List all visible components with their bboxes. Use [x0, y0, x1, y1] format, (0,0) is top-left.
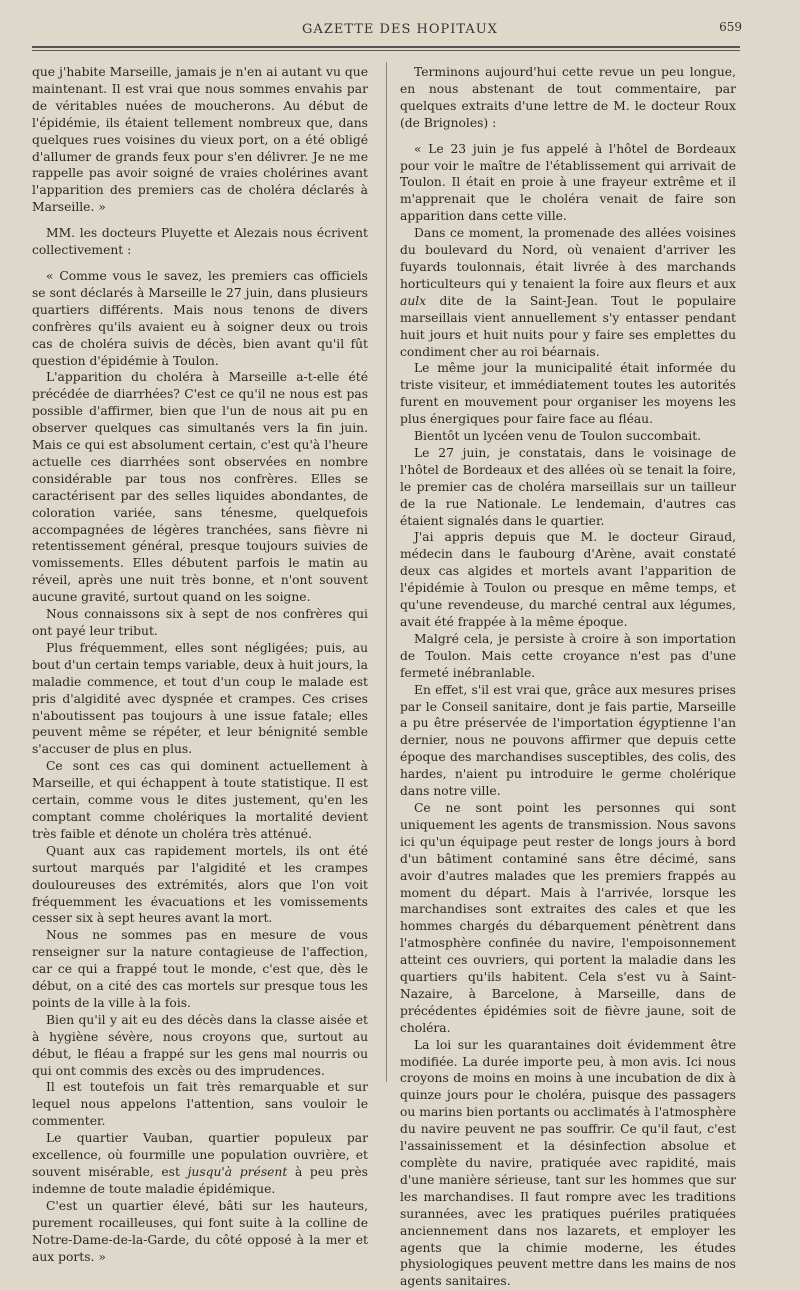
paragraph: Malgré cela, je persiste à croire à son importation de Toulon. Mais cette croyance n'est pas d'une fermeté inébranlable.	[400, 631, 736, 680]
paragraph-text: à peu près indemne de toute maladie épidémique.	[32, 1165, 368, 1196]
left-column	[32, 64, 368, 1265]
paragraph: Bien qu'il y ait eu des décès dans la classe aisée et à hygiène sévère, nous croyons que, surtout au début, le fléau a frappé sur les gens mal nourris ou qui ont commis des excès ou des imprudences.	[32, 1012, 368, 1078]
paragraph: MM. les docteurs Pluyette et Alezais nous écrivent collectivement :	[32, 226, 368, 258]
paragraph: Plus fréquemment, elles sont négligées; puis, au bout d'un certain temps variable, deux à huit jours, la maladie commence, et tout d'un coup le malade est pris d'algidité avec dyspnée et crampes. Ces crises n'aboutissent pas toujours à une issue fatale; elles peuvent même se répéter, et leur bénignité semble s'accuser de plus en plus.	[32, 640, 368, 757]
paragraph: « Le 23 juin je fus appelé à l'hôtel de Bordeaux pour voir le maître de l'établissement qui arrivait de Toulon. Il était en proie à une frayeur extrême et il m'apprenait que le choléra venait de faire son apparition dans cette ville.	[400, 141, 736, 224]
paragraph: Quant aux cas rapidement mortels, ils ont été surtout marqués par l'algidité et les crampes douloureuses des extrémités, alors que l'on voit fréquemment les évacuations et les vomissements cesser six à sept heures avant la mort.	[32, 843, 368, 926]
paragraph: Le 27 juin, je constatais, dans le voisinage de l'hôtel de Bordeaux et des allées où se tenait la foire, le premier cas de choléra marseillais sur un tailleur de la rue Nationale. Le lendemain, d'autres cas étaient signalés dans le quartier.	[400, 445, 736, 528]
paragraph-text: Dans ce moment, la promenade des allées voisines du boulevard du Nord, où venaient d'arriver les fuyards toulonnais, était livrée à des marchands horticulteurs qui y tenaient la foire aux fleurs et aux	[400, 226, 736, 291]
journal-title: GAZETTE DES HOPITAUX	[302, 22, 498, 37]
paragraph: En effet, s'il est vrai que, grâce aux mesures prises par le Conseil sanitaire, dont je fais partie, Marseille a pu être préservée de l'importation égyptienne l'an dernier, nous ne pouvons affirmer que depuis cette époque des marchandises susceptibles, des colis, des hardes, n'aient pu introduire le germe cholérique dans notre ville.	[400, 682, 736, 799]
paragraph	[400, 225, 736, 360]
paragraph: « Comme vous le savez, les premiers cas officiels se sont déclarés à Marseille le 27 juin, dans plusieurs quartiers différents. Mais nous tenons de divers confrères qu'ils avaient eu à soigner deux ou trois cas de choléra suivis de décès, bien avant qu'il fût question d'épidémie à Toulon.	[32, 268, 368, 368]
paragraph: C'est un quartier élevé, bâti sur les hauteurs, purement rocailleuses, qui font suite à la colline de Notre-Dame-de-la-Garde, du côté opposé à la mer et aux ports. »	[32, 1198, 368, 1264]
paragraph-text: dite de la Saint-Jean. Tout le populaire marseillais vient annuellement s'y entasser pendant huit jours et huit nuits pour y faire ses emplettes du condiment cher au roi béarnais.	[400, 293, 736, 359]
paragraph: Bientôt un lycéen venu de Toulon succombait.	[414, 429, 702, 444]
paragraph: que j'habite Marseille, jamais je n'en ai autant vu que maintenant. Il est vrai que nous sommes envahis par de véritables nuées de moucherons. Au début de l'épidémie, ils étaient tellement nombreux que, dans quelques rues voisines du vieux port, on a été obligé d'allumer de grands feux pour s'en délivrer. Je ne me rappelle pas avoir soigné de vraies cholérines avant l'apparition des premiers cas de choléra déclarés à Marseille. »	[32, 65, 368, 215]
paragraph: Nous ne sommes pas en mesure de vous renseigner sur la nature contagieuse de l'affection, car ce qui a frappé tout le monde, c'est que, dès le début, on a cité des cas mortels sur presque tous les points de la ville à la fois.	[32, 928, 368, 1010]
paragraph: L'apparition du choléra à Marseille a-t-elle été précédée de diarrhées? C'est ce qu'il ne nous est pas possible d'affirmer, bien que l'un de nous ait pu en observer quelques cas simultanés vers la fin juin. Mais ce qui est absolument certain, c'est qu'à l'heure actuelle ces diarrhées sont observées en nombre considérable par tous nos confrères. Elles se caractérisent par des selles liquides abondantes, de coloration variée, sans ténesme, quelquefois accompagnées de légères tranchées, sans fièvre ni retentissement général, presque toujours suivies de vomissements. Elles débutent parfois le matin au réveil, après une nuit très bonne, et n'ont souvent aucune gravité, surtout quand on les soigne.	[32, 370, 368, 605]
italic-text: jusqu'à présent	[187, 1165, 288, 1179]
paragraph: Nous connaissons six à sept de nos confrères qui ont payé leur tribut.	[32, 607, 368, 638]
paragraph: Ce sont ces cas qui dominent actuellement à Marseille, et qui échappent à toute statistique. Il est certain, comme vous le dites justement, qu'en les comptant comme cholériques la mortalité devient très faible et dénote un choléra très atténué.	[32, 759, 368, 841]
paragraph: J'ai appris depuis que M. le docteur Giraud, médecin dans le faubourg d'Arène, avait constaté deux cas algides et mortels avant l'apparition de l'épidémie à Toulon ou presque en même temps, et qu'une revendeuse, du marché central aux légumes, avait été frappée à la même époque.	[400, 530, 736, 629]
paragraph: Il est toutefois un fait très remarquable et sur lequel nous appelons l'attention, sans vouloir le commenter.	[32, 1080, 368, 1129]
paragraph	[32, 1130, 368, 1198]
paragraph: Terminons aujourd'hui cette revue un peu longue, en nous abstenant de tout commentaire, par quelques extraits d'une lettre de M. le docteur Roux (de Brignoles) :	[400, 65, 736, 130]
right-column	[400, 64, 736, 1290]
italic-text: aulx	[400, 293, 427, 308]
running-header	[0, 20, 800, 42]
paragraph: La loi sur les quarantaines doit évidemment être modifiée. La durée importe peu, à mon avis. Ici nous croyons de moins en moins à une incubation de dix à quinze jours pour le choléra, puisque des passagers ou marins bien portants ou acclimatés à l'atmosphère du navire peuvent ne pas souffrir. Ce qu'il faut, c'est l'assainissement et la désinfection absolue et complète du navire, pratiquée avec rapidité, mais d'une manière sérieuse, tant sur les hommes que sur les marchandises. Il faut rompre avec les traditions surannées, avec les pratiques puériles pratiquées anciennement dans nos lazarets, et employer les agents que la chimie moderne, les études physiologiques peuvent mettre dans les mains de nos agents sanitaires.	[400, 1037, 736, 1289]
column-divider	[386, 62, 387, 1082]
paragraph-text: Le quartier Vauban, quartier populeux par excellence, où fourmille une population ouvrière, et souvent misérable, est	[32, 1131, 368, 1179]
page-number: 659	[719, 20, 742, 34]
paragraph: Ce ne sont point les personnes qui sont uniquement les agents de transmission. Nous savons ici qu'un équipage peut rester de longs jours à bord d'un bâtiment contaminé sans être décimé, sans avoir d'autres malades que les premiers frappés au moment du départ. Mais à l'arrivée, lorsque les marchandises sont extraites des cales et que les hommes chargés du débarquement pénètrent dans l'atmosphère confinée du navire, l'empoisonnement atteint ces ouvriers, qui portent la maladie dans les quartiers qu'ils habitent. Cela s'est vu à Saint-Nazaire, à Barcelone, à Marseille, dans de précédentes épidémies soit de fièvre jaune, soit de choléra.	[400, 800, 736, 1035]
header-rule	[32, 46, 740, 51]
paragraph: Le même jour la municipalité était informée du triste visiteur, et immédiatement toutes les autorités furent en mouvement pour organiser les moyens les plus énergiques pour faire face au fléau.	[400, 361, 736, 427]
